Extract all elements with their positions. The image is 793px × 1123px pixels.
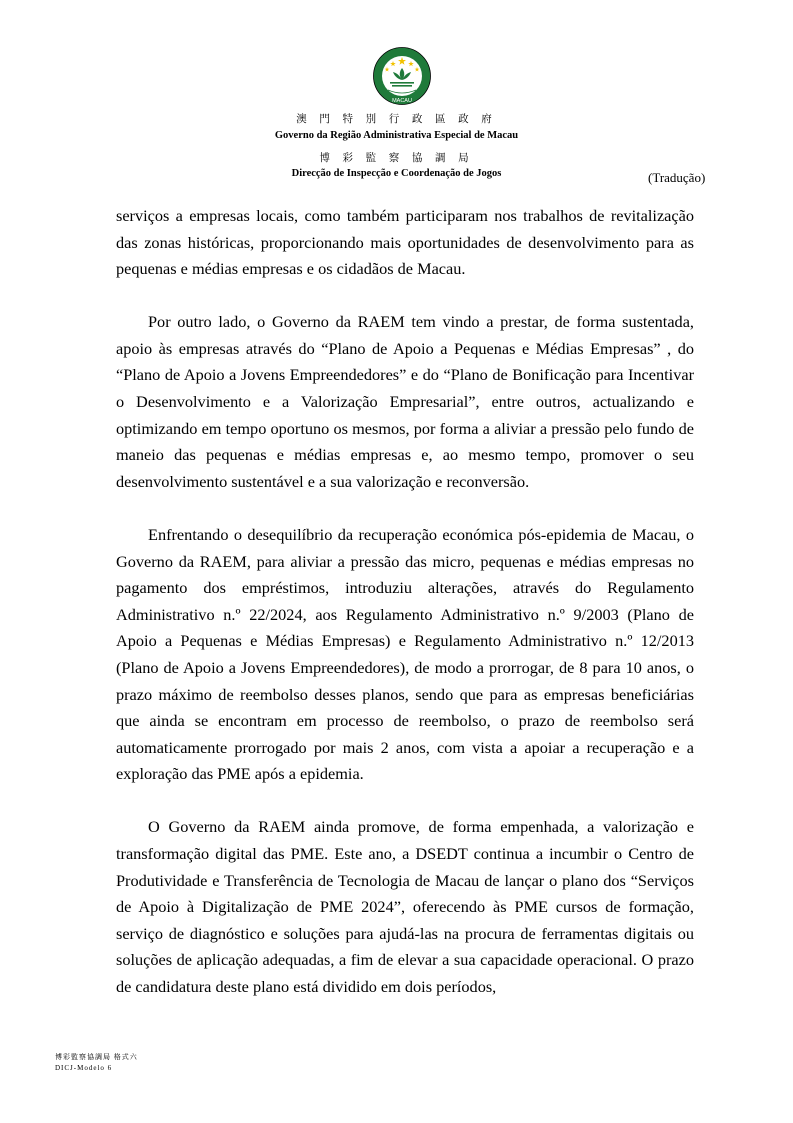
- letterhead: [0, 0, 793, 200]
- government-name-portuguese: Governo da Região Administrativa Especial de Macau: [274, 130, 519, 141]
- bureau-name-portuguese: Direcção de Inspecção e Coordenação de Jogos: [291, 168, 502, 179]
- bureau-name-chinese: 博 彩 監 察 協 調 局: [319, 153, 474, 164]
- paragraph: Por outro lado, o Governo da RAEM tem vindo a prestar, de forma sustentada, apoio às empresas através do “Plano de Apoio a Pequenas e Médias Empresas” , do “Plano de Apoio a Jovens Empreendedores” e do “Plano de Bonificação para Incentivar o Desenvolvimento e a Valorização Empresarial”, entre outros, actualizando e optimizando em tempo oportuno os mesmos, por forma a aliviar a pressão pelo fundo de maneio das pequenas e médias empresas e, ao mesmo tempo, promover o seu desenvolvimento sustentável e a sua valorização e reconversão.: [116, 312, 694, 491]
- macau-emblem-icon: [372, 46, 432, 108]
- paragraph: serviços a empresas locais, como também participaram nos trabalhos de revitalização das zonas históricas, proporcionando mais oportunidades de desenvolvimento para as pequenas e médias empresas e os cidadãos de Macau.: [116, 206, 694, 279]
- paragraph: O Governo da RAEM ainda promove, de forma empenhada, a valorização e transformação digital das PME. Este ano, a DSEDT continua a incumbir o Centro de Produtividade e Transferência de Tecnologia de Macau de lançar o plano dos “Serviços de Apoio à Digitalização de PME 2024”, oferecendo às PME cursos de formação, serviço de diagnóstico e soluções para ajudá-las na procura de ferramentas digitais ou soluções de aplicação adequadas, a fim de elevar a sua capacidade operacional. O prazo de candidatura deste plano está dividido em dois períodos,: [116, 817, 694, 996]
- form-footer: [55, 1052, 138, 1074]
- paragraph: Enfrentando o desequilíbrio da recuperação económica pós-epidemia de Macau, o Governo da RAEM, para aliviar a pressão das micro, pequenas e médias empresas no pagamento dos empréstimos, introduziu alterações, através do Regulamento Administrativo n.º 22/2024, aos Regulamento Administrativo n.º 9/2003 (Plano de Apoio a Pequenas e Médias Empresas) e Regulamento Administrativo n.º 12/2013 (Plano de Apoio a Jovens Empreendedores), de modo a prorrogar, de 8 para 10 anos, o prazo máximo de reembolso desses planos, sendo que para as empresas beneficiárias que ainda se encontram em processo de reembolso, o prazo de reembolso será automaticamente prorrogado por mais 2 anos, com vista a apoiar a recuperação e a exploração das PME após a epidemia.: [116, 524, 694, 784]
- government-name-chinese: 澳 門 特 別 行 政 區 政 府: [296, 114, 497, 125]
- document-body: [116, 203, 694, 1027]
- footer-form-code: DICJ-Modelo 6: [55, 1064, 113, 1072]
- translation-note: (Tradução): [648, 170, 706, 185]
- emblem-label: MACAU: [392, 98, 412, 104]
- footer-form-chinese: 博彩監察協調局 格式六: [55, 1053, 138, 1061]
